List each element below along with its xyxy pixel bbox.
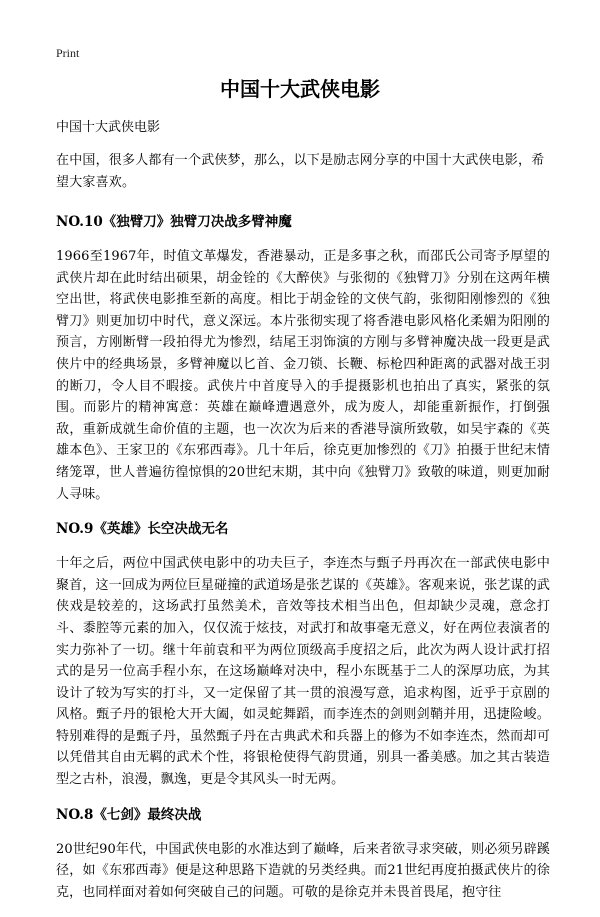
section-body-no9: 十年之后，两位中国武侠电影中的功夫巨子，李连杰与甄子丹再次在一部武侠电影中聚首，这一回成为两位巨星碰撞的武道场是张艺谋的《英雄》。客观来说，张艺谋的武侠戏是较差的，这场武打虽然美术，音效等技术相当出色，但却缺少灵魂，意念打斗、黍腔等元素的加入，仅仅流于炫技，对武打和故事毫无意义，好在两位表演者的实力弥补了一切。继十年前袁和平为两位顶级高手度招之后，此次为两人设计武打招式的是另一位高手程小东，在这场巅峰对决中，程小东既基于二人的深厚功底，为其设计了较为写实的打斗，又一定保留了其一贯的浪漫写意，追求构图，近乎于京剧的风格。甄子丹的银枪大开大阖，如灵蛇舞蹈，而李连杰的剑则剑鞘并用，迅捷险峻。特别难得的是甄子丹，虽然甄子丹在古典武术和兵器上的修为不如李连杰，然而却可以凭借其自由无羁的武术个性，将银枪使得气韵贯通，别具一番美感。加之其古装造型之古朴，浪漫，飘逸，更是令其风头一时无两。 (56, 556, 550, 788)
section-body-no8: 20世纪90年代，中国武侠电影的水准达到了巅峰，后来者欲寻求突破，则必须另辟蹊径，如《东邪西毒》便是这种思路下造就的另类经典。而21世纪再度拍摄武侠片的徐克，也同样面对着如何突破自己的问题。可敬的是徐克并未畏首畏尾，抱守往 (56, 841, 550, 900)
print-link[interactable]: Print (56, 46, 80, 60)
section-body-no10: 1966至1967年，时值文革爆发，香港暴动，正是多事之秋，而邵氏公司寄予厚望的武侠片却在此时结出硕果，胡金铨的《大醉侠》与张彻的《独臂刀》分别在这两年横空出世，将武侠电影推至新的高度。相比于胡金铨的文侠气韵，张彻阳刚惨烈的《独臂刀》则更加切中时代，意义深远。本片张彻实现了将香港电影风格化柔媚为阳刚的预言，方刚断臂一段拍得尤为惨烈，结尾王羽饰演的方刚与多臂神魔决战一段更是武侠片中的经典场景，多臂神魔以匕首、金刀锁、长鞭、标枪四种距离的武器对战王羽的断刀，令人目不暇接。武侠片中首度导入的手提摄影机也拍出了真实，紧张的氛围。而影片的精神寓意：英雄在巅峰遭遇意外，成为废人，却能重新振作，打倒强敌，重新成就生命价值的主题，也一次次为后来的香港导演所致敬，如吴宇森的《英雄本色》、王家卫的《东邪西毒》。几十年后，徐克更加惨烈的《刀》拍摄于世纪末情绪笼罩，世人普遍彷徨惊惧的20世纪末期，其中向《独臂刀》致敬的味道，则更加耐人寻味。 (56, 249, 550, 502)
section-heading-no8: NO.8《七剑》最终决战 (56, 806, 202, 823)
article-content (56, 118, 550, 917)
article-intro: 在中国，很多人都有一个武侠梦，那么，以下是励志网分享的中国十大武侠电影，希望大家喜欢。 (56, 153, 545, 190)
page-title: 中国十大武侠电影 (220, 77, 380, 101)
section-heading-no10: NO.10《独臂刀》独臂刀决战多臂神魔 (56, 214, 292, 230)
article-subtitle: 中国十大武侠电影 (56, 120, 161, 135)
section-heading-no9: NO.9《英雄》长空决战无名 (56, 521, 229, 538)
